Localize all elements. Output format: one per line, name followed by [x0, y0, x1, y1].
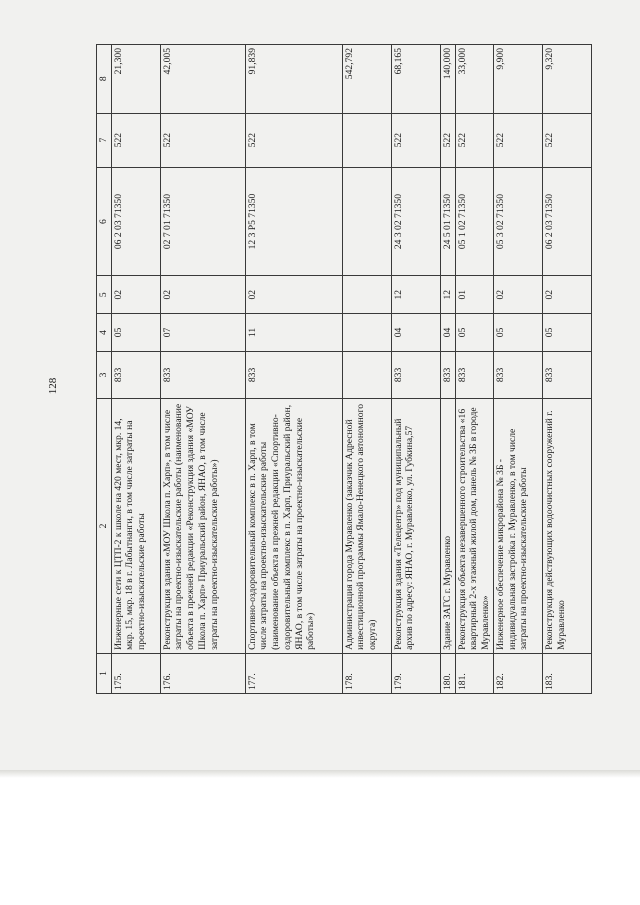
row-number: 175.: [111, 653, 160, 693]
expense-type-cell: 522: [455, 113, 493, 167]
subsection-cell: 12: [440, 276, 455, 314]
section-cell: 05: [111, 314, 160, 352]
code-cell: [342, 351, 391, 398]
expense-type-cell: 522: [391, 113, 440, 167]
rotated-table-wrapper: [96, 44, 633, 694]
object-name: Реконструкция объекта незавершенного строительства «16 квартирный 2-х этажный жилой дом, панель № 3Б в городе Муравленко»: [455, 399, 493, 654]
section-cell: 07: [160, 314, 245, 352]
amount-cell: 9,900: [493, 45, 542, 114]
row-number: 177.: [245, 653, 342, 693]
code-cell: 833: [455, 351, 493, 398]
code-cell: 833: [542, 351, 591, 398]
amount-cell: 9,320: [542, 45, 591, 114]
subsection-cell: 01: [455, 276, 493, 314]
target-article-cell: 05 3 02 71350: [493, 167, 542, 276]
row-number: 178.: [342, 653, 391, 693]
row-number: 180.: [440, 653, 455, 693]
section-cell: 05: [493, 314, 542, 352]
header-cell: 1: [97, 653, 112, 693]
table-row: [342, 45, 391, 694]
row-number: 183.: [542, 653, 591, 693]
code-cell: 833: [245, 351, 342, 398]
object-name: Инженерные сети к ЦТП-2 к школе на 420 мест, мкр. 14, мкр. 15, мкр. 18 в г. Лабытнанги, в том числе затраты на проектно-изыскательские работы: [111, 399, 160, 654]
target-article-cell: 02 7 01 71350: [160, 167, 245, 276]
section-cell: 04: [391, 314, 440, 352]
object-name: Администрация города Муравленко (заказчик Адресной инвестиционной программы Ямало-Ненецкого автономного округа): [342, 399, 391, 654]
object-name: Спортивно-оздоровительный комплекс в п. Харп, в том числе затраты на проектно-изыскательские работы (наименование объекта в прежней редакции «Спортивно-оздоровительный комплекс в п. Харп, Приуральский район, ЯНАО, в том числе затраты на проектно-изыскательские работы»): [245, 399, 342, 654]
code-cell: 833: [440, 351, 455, 398]
code-cell: 833: [160, 351, 245, 398]
table-row: [493, 45, 542, 694]
target-article-cell: 24 5 01 71350: [440, 167, 455, 276]
section-cell: 04: [440, 314, 455, 352]
expense-type-cell: 522: [245, 113, 342, 167]
amount-cell: 68,165: [391, 45, 440, 114]
subsection-cell: 12: [391, 276, 440, 314]
target-article-cell: 05 1 02 71350: [455, 167, 493, 276]
subsection-cell: 02: [160, 276, 245, 314]
row-number: 181.: [455, 653, 493, 693]
amount-cell: 21,300: [111, 45, 160, 114]
object-name: Инженерное обеспечение микрорайона № 3Б - индивидуальная застройка г. Муравленко, в том числе затраты на проектно-изыскательские работы: [493, 399, 542, 654]
expense-type-cell: 522: [493, 113, 542, 167]
subsection-cell: 02: [245, 276, 342, 314]
section-cell: [342, 314, 391, 352]
target-article-cell: 24 3 02 71350: [391, 167, 440, 276]
header-cell: 7: [97, 113, 112, 167]
section-cell: 05: [542, 314, 591, 352]
amount-cell: 33,000: [455, 45, 493, 114]
header-cell: 8: [97, 45, 112, 114]
header-cell: 6: [97, 167, 112, 276]
table-row: [391, 45, 440, 694]
table-row: [542, 45, 591, 694]
table-row: [245, 45, 342, 694]
expense-type-cell: 522: [542, 113, 591, 167]
code-cell: 833: [493, 351, 542, 398]
table-row: [455, 45, 493, 694]
target-article-cell: 12 3 P5 71350: [245, 167, 342, 276]
amount-cell: 140,000: [440, 45, 455, 114]
expense-type-cell: 522: [111, 113, 160, 167]
expense-type-cell: [342, 113, 391, 167]
target-article-cell: 06 2 03 71350: [542, 167, 591, 276]
header-cell: 5: [97, 276, 112, 314]
row-number: 176.: [160, 653, 245, 693]
amount-cell: 42,005: [160, 45, 245, 114]
object-name: Реконструкция здания «МОУ Школа п. Харп», в том числе затраты на проектно-изыскательские работы (наименование объекта в прежней редакции «Реконструкция здания «МОУ Школа п. Харп» Приуральский район, ЯНАО, в том числе затраты на проектно-изыскательские работы»): [160, 399, 245, 654]
section-cell: 11: [245, 314, 342, 352]
section-cell: 05: [455, 314, 493, 352]
budget-table: [96, 44, 592, 694]
page-number: 128: [47, 377, 59, 395]
amount-cell: 542,792: [342, 45, 391, 114]
subsection-cell: 02: [542, 276, 591, 314]
header-row: [97, 45, 112, 694]
subsection-cell: 02: [493, 276, 542, 314]
object-name: Здание ЗАГС г. Муравленко: [440, 399, 455, 654]
object-name: Реконструкция действующих водоочистных сооружений г. Муравленко: [542, 399, 591, 654]
scan-edge: [0, 770, 640, 778]
table-row: [111, 45, 160, 694]
header-cell: 3: [97, 351, 112, 398]
expense-type-cell: 522: [160, 113, 245, 167]
target-article-cell: 06 2 03 71350: [111, 167, 160, 276]
code-cell: 833: [111, 351, 160, 398]
code-cell: 833: [391, 351, 440, 398]
expense-type-cell: 522: [440, 113, 455, 167]
object-name: Реконструкция здания «Телецентр» под муниципальный архив по адресу: ЯНАО, г. Муравленко, ул. Губкина,57: [391, 399, 440, 654]
table-row: [440, 45, 455, 694]
subsection-cell: 02: [111, 276, 160, 314]
subsection-cell: [342, 276, 391, 314]
header-cell: 4: [97, 314, 112, 352]
amount-cell: 91,839: [245, 45, 342, 114]
row-number: 179.: [391, 653, 440, 693]
table-row: [160, 45, 245, 694]
target-article-cell: [342, 167, 391, 276]
row-number: 182.: [493, 653, 542, 693]
header-cell: 2: [97, 399, 112, 654]
